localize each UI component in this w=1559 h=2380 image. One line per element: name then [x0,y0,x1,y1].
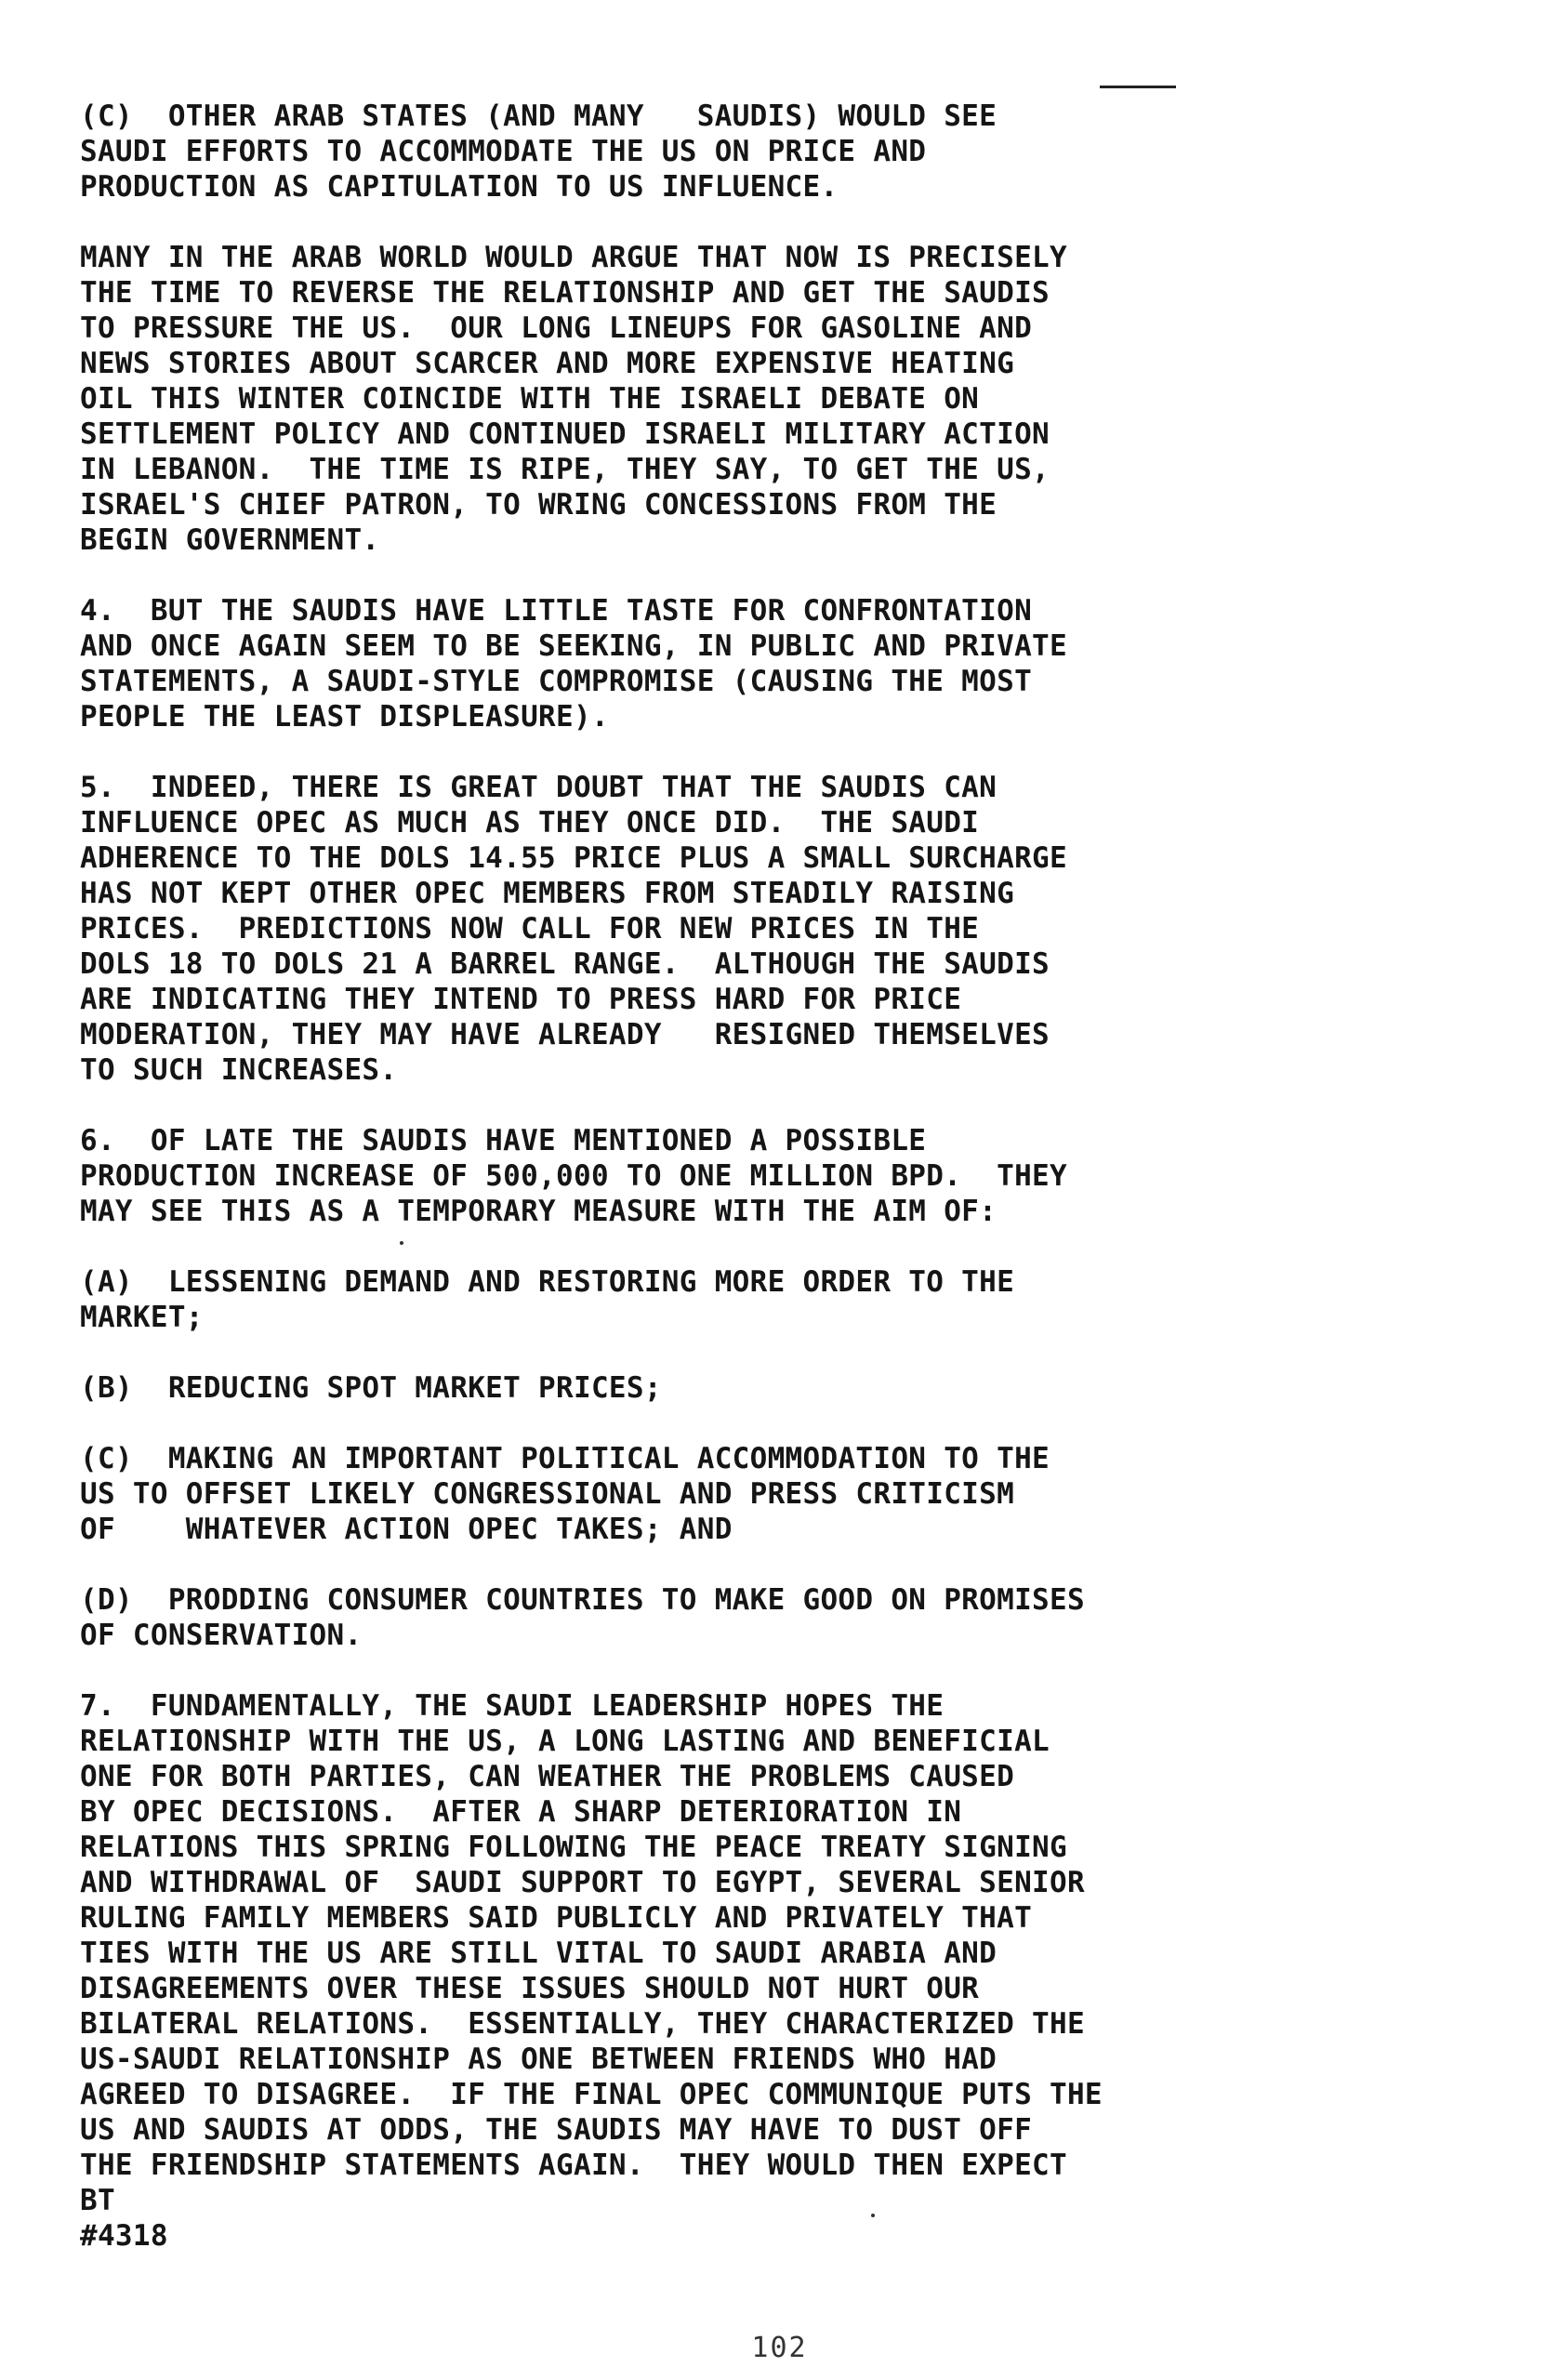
text-line: 4. BUT THE SAUDIS HAVE LITTLE TASTE FOR CONFRONTATION [80,594,1033,628]
text-line: IN LEBANON. THE TIME IS RIPE, THEY SAY, TO GET THE US, [80,453,1050,486]
document-body [80,99,1530,2254]
text-line: RULING FAMILY MEMBERS SAID PUBLICLY AND PRIVATELY THAT [80,1901,1033,1935]
text-line: RELATIONSHIP WITH THE US, A LONG LASTING AND BENEFICIAL [80,1725,1050,1758]
paragraph-5 [80,770,1530,1088]
text-line: DISAGREEMENTS OVER THESE ISSUES SHOULD NOT HURT OUR [80,1972,980,2005]
text-line: OF CONSERVATION. [80,1619,363,1652]
text-line: (A) LESSENING DEMAND AND RESTORING MORE ORDER TO THE [80,1265,1015,1299]
paragraph-6-item-a [80,1264,1530,1335]
text-line: MODERATION, THEY MAY HAVE ALREADY RESIGNED THEMSELVES [80,1018,1050,1051]
text-line: ARE INDICATING THEY INTEND TO PRESS HARD FOR PRICE [80,983,962,1016]
scan-speck [871,2214,875,2217]
text-line: AND ONCE AGAIN SEEM TO BE SEEKING, IN PUBLIC AND PRIVATE [80,629,1067,663]
text-line: (B) REDUCING SPOT MARKET PRICES; [80,1371,662,1405]
text-line: AGREED TO DISAGREE. IF THE FINAL OPEC COMMUNIQUE PUTS THE [80,2078,1103,2111]
text-line: PRODUCTION INCREASE OF 500,000 TO ONE MILLION BPD. THEY [80,1159,1067,1193]
text-line: US-SAUDI RELATIONSHIP AS ONE BETWEEN FRIENDS WHO HAD [80,2043,997,2076]
text-line: TIES WITH THE US ARE STILL VITAL TO SAUDI ARABIA AND [80,1937,997,1970]
text-line: STATEMENTS, A SAUDI-STYLE COMPROMISE (CAUSING THE MOST [80,665,1033,698]
paragraph-6-item-d [80,1582,1530,1653]
text-line: MANY IN THE ARAB WORLD WOULD ARGUE THAT NOW IS PRECISELY [80,241,1067,274]
paragraph-6 [80,1123,1530,1229]
message-trailer [80,2183,1530,2254]
page-number: 102 [751,2332,808,2364]
text-line: AND WITHDRAWAL OF SAUDI SUPPORT TO EGYPT, SEVERAL SENIOR [80,1866,1085,1899]
text-line: MARKET; [80,1301,204,1334]
text-line: RELATIONS THIS SPRING FOLLOWING THE PEACE TREATY SIGNING [80,1831,1067,1864]
text-line: PRODUCTION AS CAPITULATION TO US INFLUENCE. [80,170,839,204]
text-line: THE FRIENDSHIP STATEMENTS AGAIN. THEY WOULD THEN EXPECT [80,2149,1067,2182]
text-line: (D) PRODDING CONSUMER COUNTRIES TO MAKE GOOD ON PROMISES [80,1583,1085,1617]
text-line: (C) MAKING AN IMPORTANT POLITICAL ACCOMMODATION TO THE [80,1442,1050,1475]
paragraph-c-capitulation [80,99,1530,205]
paragraph-7 [80,1688,1530,2183]
text-line: TO PRESSURE THE US. OUR LONG LINEUPS FOR GASOLINE AND [80,311,1033,345]
text-line: 6. OF LATE THE SAUDIS HAVE MENTIONED A POSSIBLE [80,1124,927,1157]
text-line: ADHERENCE TO THE DOLS 14.55 PRICE PLUS A SMALL SURCHARGE [80,841,1067,875]
text-line: INFLUENCE OPEC AS MUCH AS THEY ONCE DID. THE SAUDI [80,806,980,840]
paragraph-arab-world [80,240,1530,558]
text-line: ISRAEL'S CHIEF PATRON, TO WRING CONCESSIONS FROM THE [80,488,997,522]
text-line: MAY SEE THIS AS A TEMPORARY MEASURE WITH THE AIM OF: [80,1195,997,1228]
text-line: 5. INDEED, THERE IS GREAT DOUBT THAT THE SAUDIS CAN [80,771,997,804]
text-line: PRICES. PREDICTIONS NOW CALL FOR NEW PRICES IN THE [80,912,980,945]
paragraph-6-item-b [80,1370,1530,1406]
text-line: ONE FOR BOTH PARTIES, CAN WEATHER THE PROBLEMS CAUSED [80,1760,1015,1793]
text-line: 7. FUNDAMENTALLY, THE SAUDI LEADERSHIP HOPES THE [80,1689,945,1723]
text-line: PEOPLE THE LEAST DISPLEASURE). [80,700,609,734]
text-line: THE TIME TO REVERSE THE RELATIONSHIP AND GET THE SAUDIS [80,276,1050,310]
text-line: SETTLEMENT POLICY AND CONTINUED ISRAELI MILITARY ACTION [80,417,1050,451]
scan-speck [400,1241,403,1245]
text-line: OIL THIS WINTER COINCIDE WITH THE ISRAELI DEBATE ON [80,382,980,416]
paragraph-4 [80,593,1530,734]
break-marker: BT [80,2184,115,2217]
text-line: DOLS 18 TO DOLS 21 A BARREL RANGE. ALTHOUGH THE SAUDIS [80,947,1050,981]
text-line: BEGIN GOVERNMENT. [80,523,380,557]
text-line: US TO OFFSET LIKELY CONGRESSIONAL AND PRESS CRITICISM [80,1477,1015,1511]
text-line: SAUDI EFFORTS TO ACCOMMODATE THE US ON PRICE AND [80,135,927,168]
text-line: NEWS STORIES ABOUT SCARCER AND MORE EXPENSIVE HEATING [80,347,1015,380]
text-line: TO SUCH INCREASES. [80,1053,398,1087]
text-line: BILATERAL RELATIONS. ESSENTIALLY, THEY CHARACTERIZED THE [80,2007,1085,2041]
text-line: OF WHATEVER ACTION OPEC TAKES; AND [80,1513,733,1546]
top-rule-mark [1100,86,1176,88]
message-number: #4318 [80,2219,168,2253]
text-line: BY OPEC DECISIONS. AFTER A SHARP DETERIORATION IN [80,1795,962,1829]
text-line: (C) OTHER ARAB STATES (AND MANY SAUDIS) WOULD SEE [80,99,997,133]
text-line: US AND SAUDIS AT ODDS, THE SAUDIS MAY HAVE TO DUST OFF [80,2113,1033,2147]
text-line: HAS NOT KEPT OTHER OPEC MEMBERS FROM STEADILY RAISING [80,877,1015,910]
paragraph-6-item-c [80,1441,1530,1547]
